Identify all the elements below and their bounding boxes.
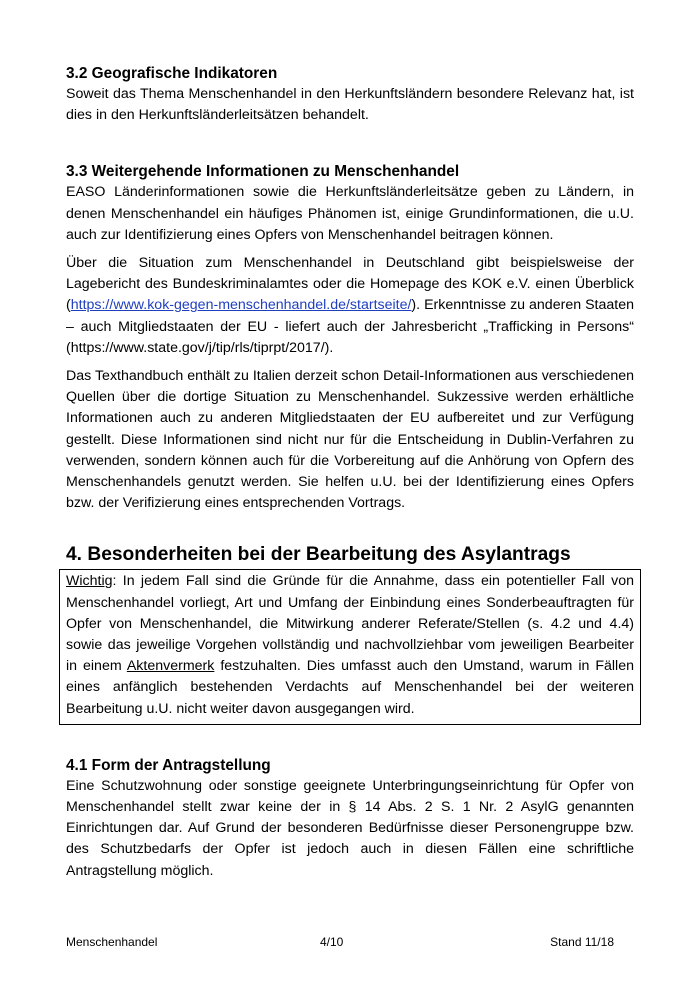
important-text-part-1: : In jedem Fall sind die Gründe für die Annahme, dass ein potentieller Fall von Menschenhandel vorliegt, Art und Umfang der Einbindung eines Sonderbeauftragten für Opfer von Menschenhandel, die Mitwirkung anderer Referate/Stellen (s. 4.2 und 4.4) sowie das jeweilige Vorgehen vollständig und nachvollziehbar vom jeweiligen Bearbeiter in einem: [66, 573, 634, 675]
section-3-2-paragraph: Soweit das Thema Menschenhandel in den Herkunftsländern besondere Relevanz hat, ist dies in den Herkunftsländerleitsätzen behandelt.: [66, 86, 634, 124]
footer-page-number: 4/10: [320, 935, 344, 949]
document-page: [66, 62, 634, 882]
spacer: [66, 725, 634, 756]
section-3-3-paragraph-2: [66, 253, 634, 359]
footer-version-date: Stand 11/18: [550, 935, 614, 949]
section-4-1-heading: 4.1 Form der Antragstellung: [66, 756, 271, 774]
footer-document-title: Menschenhandel: [66, 935, 158, 949]
paragraph-2-text-before-link: Über die Situation zum Menschenhandel in Deutschland gibt beispielsweise der Lagebericht des Bundeskriminalamtes oder die Homepage des KOK e.V. einen Überblick (: [66, 255, 634, 314]
kok-homepage-link[interactable]: https://www.kok-gegen-menschenhandel.de/startseite/: [70, 297, 412, 314]
spacer: [66, 359, 634, 366]
section-3-3-paragraph-1: EASO Länderinformationen sowie die Herkunftsländerleitsätze geben zu Ländern, in denen Menschenhandel ein häufiges Phänomen ist, einige Grundinformationen, die u.U. auch zur Identifizierung eines Opfers von Menschenhandel beitragen können.: [66, 184, 634, 243]
important-notice-box: [59, 569, 641, 724]
paragraph-2-text-after-link: ). Erkenntnisse zu anderen Staaten – auch Mitgliedstaaten der EU - liefert auch der Jahresbericht „Trafficking in Persons“ (https://www.state.gov/j/tip/rls/tiprpt/2017/).: [66, 297, 634, 356]
section-3-2-heading: 3.2 Geografische Indikatoren: [66, 65, 278, 82]
section-4-heading: 4. Besonderheiten bei der Bearbeitung des Asylantrags: [66, 544, 571, 566]
important-notice-text: [66, 571, 634, 719]
section-4-1-paragraph: Eine Schutzwohnung oder sonstige geeignete Unterbringungseinrichtung für Opfer von Menschenhandel stellt zwar keine der in § 14 Abs. 2 S. 1 Nr. 2 AsylG genannten Einrichtungen dar. Auf Grund der besonderen Bedürfnisse dieser Personengruppe bzw. des Schutzbedarfs der Opfer ist jedoch auch in diesen Fällen eine schriftliche Antragstellung möglich.: [66, 777, 634, 879]
spacer: [66, 246, 634, 253]
section-3-3-paragraph-3: Das Texthandbuch enthält zu Italien derzeit schon Detail-Informationen aus verschiedenen Quellen über die dortige Situation zu Menschenhandel. Sukzessive werden erhältliche Informationen auch zu anderen Mitgliedstaaten der EU aufbereitet und zur Verfügung gestellt. Diese Informationen sind nicht nur für die Entscheidung in Dublin-Verfahren zu verwenden, sondern können auch für die Vorbereitung auf die Anhörung von Opfern des Menschenhandels genutzt werden. Sie helfen u.U. bei der Identifizierung eines Opfers bzw. der Verifizierung eines entsprechenden Vortrags.: [66, 368, 634, 512]
aktenvermerk-term: Aktenvermerk: [126, 658, 215, 675]
section-3-3-heading: 3.3 Weitergehende Informationen zu Menschenhandel: [66, 163, 460, 181]
important-label: Wichtig: [66, 573, 113, 590]
spacer: [66, 514, 634, 543]
spacer: [66, 126, 634, 162]
important-text-part-2: festzuhalten. Dies umfasst auch den Umstand, warum in Fällen eines anfänglich bestehenden Verdachts auf Menschenhandel bei der weiteren Bearbeitung u.U. nicht weiter davon ausgegangen wird.: [66, 658, 634, 717]
